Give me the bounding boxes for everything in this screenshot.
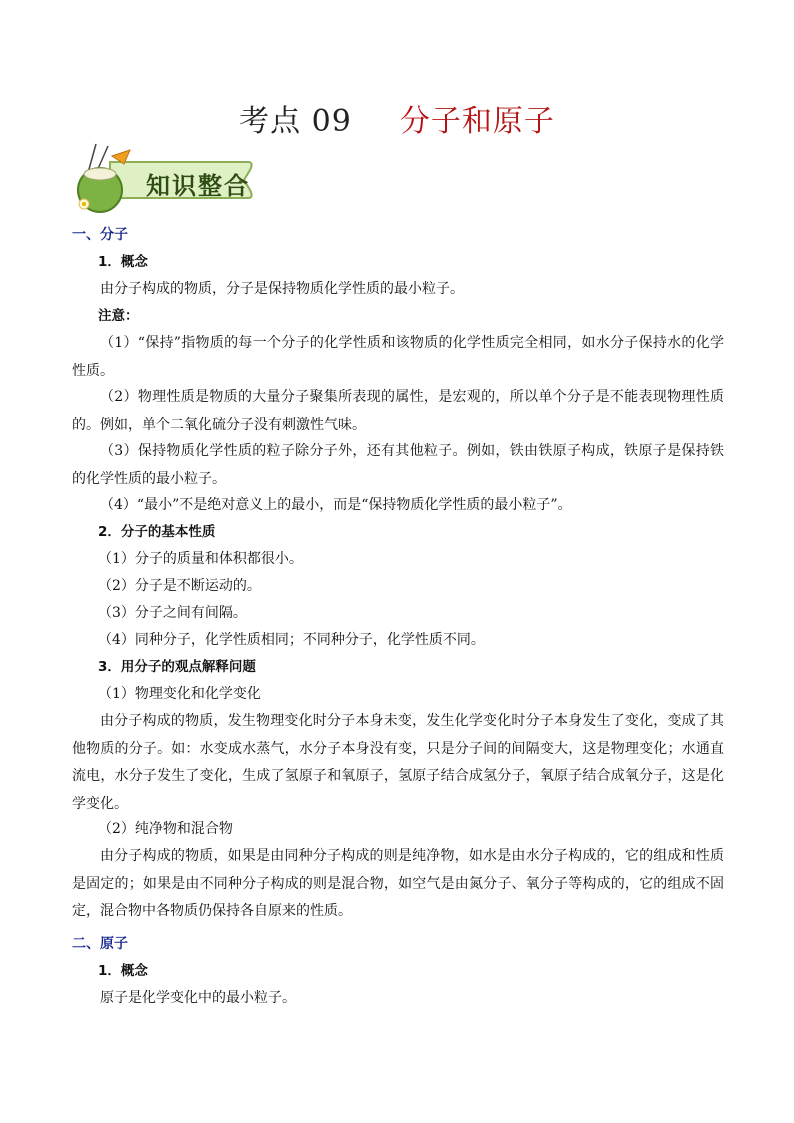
paragraph: 由分子构成的物质，如果是由同种分子构成的则是纯净物，如水是由水分子构成的，它的组成和性质是固定的；如果是由不同种分子构成的则是混合物，如空气是由氮分子、氧分子等构成的，它的组成不固定，混合物中各物质仍保持各自原来的性质。 <box>72 848 724 920</box>
paragraph: （3）保持物质化学性质的粒子除分子外，还有其他粒子。例如，铁由铁原子构成，铁原子是保持铁的化学性质的最小粒子。 <box>72 443 724 487</box>
knowledge-banner <box>72 142 256 214</box>
subheading-properties: 2．分子的基本性质 <box>98 524 216 540</box>
note-label: 注意： <box>98 308 139 324</box>
subheading-explain: 3．用分子的观点解释问题 <box>98 659 256 675</box>
list-item: （1）分子的质量和体积都很小。 <box>98 551 303 567</box>
subheading-concept: 1．概念 <box>98 963 148 979</box>
paragraph: （2）物理性质是物质的大量分子聚集所表现的属性，是宏观的，所以单个分子是不能表现物理性质的。例如，单个二氧化硫分子没有刺激性气味。 <box>72 389 724 433</box>
title-main: 分子和原子 <box>399 104 555 139</box>
list-item: （1）物理变化和化学变化 <box>98 686 261 702</box>
page-title <box>0 96 794 140</box>
list-item: （2）分子是不断运动的。 <box>98 578 261 594</box>
paragraph: 由分子构成的物质，分子是保持物质化学性质的最小粒子。 <box>100 281 464 297</box>
subheading-concept: 1．概念 <box>98 254 148 270</box>
title-prefix: 考点 09 <box>239 104 352 139</box>
paragraph: 原子是化学变化中的最小粒子。 <box>100 990 296 1006</box>
paragraph: 由分子构成的物质，发生物理变化时分子本身未变，发生化学变化时分子本身发生了变化，变成了其他物质的分子。如：水变成水蒸气，水分子本身没有变，只是分子间的间隔变大，这是物理变化；水通直流电，水分子发生了变化，生成了氢原子和氧原子，氢原子结合成氢分子，氧原子结合成氧分子，这是化学变化。 <box>72 713 724 812</box>
list-item: （2）纯净物和混合物 <box>98 821 233 837</box>
section-heading-molecule: 一、分子 <box>72 227 128 243</box>
list-item: （4）同种分子，化学性质相同；不同种分子，化学性质不同。 <box>98 632 485 648</box>
list-item: （3）分子之间有间隔。 <box>98 605 247 621</box>
paragraph: （1）“保持”指物质的每一个分子的化学性质和该物质的化学性质完全相同，如水分子保持水的化学性质。 <box>72 335 724 379</box>
banner-label: 知识整合 <box>146 172 250 200</box>
paragraph: （4）“最小”不是绝对意义上的最小，而是“保持物质化学性质的最小粒子”。 <box>100 497 572 513</box>
section-heading-atom: 二、原子 <box>72 936 128 952</box>
